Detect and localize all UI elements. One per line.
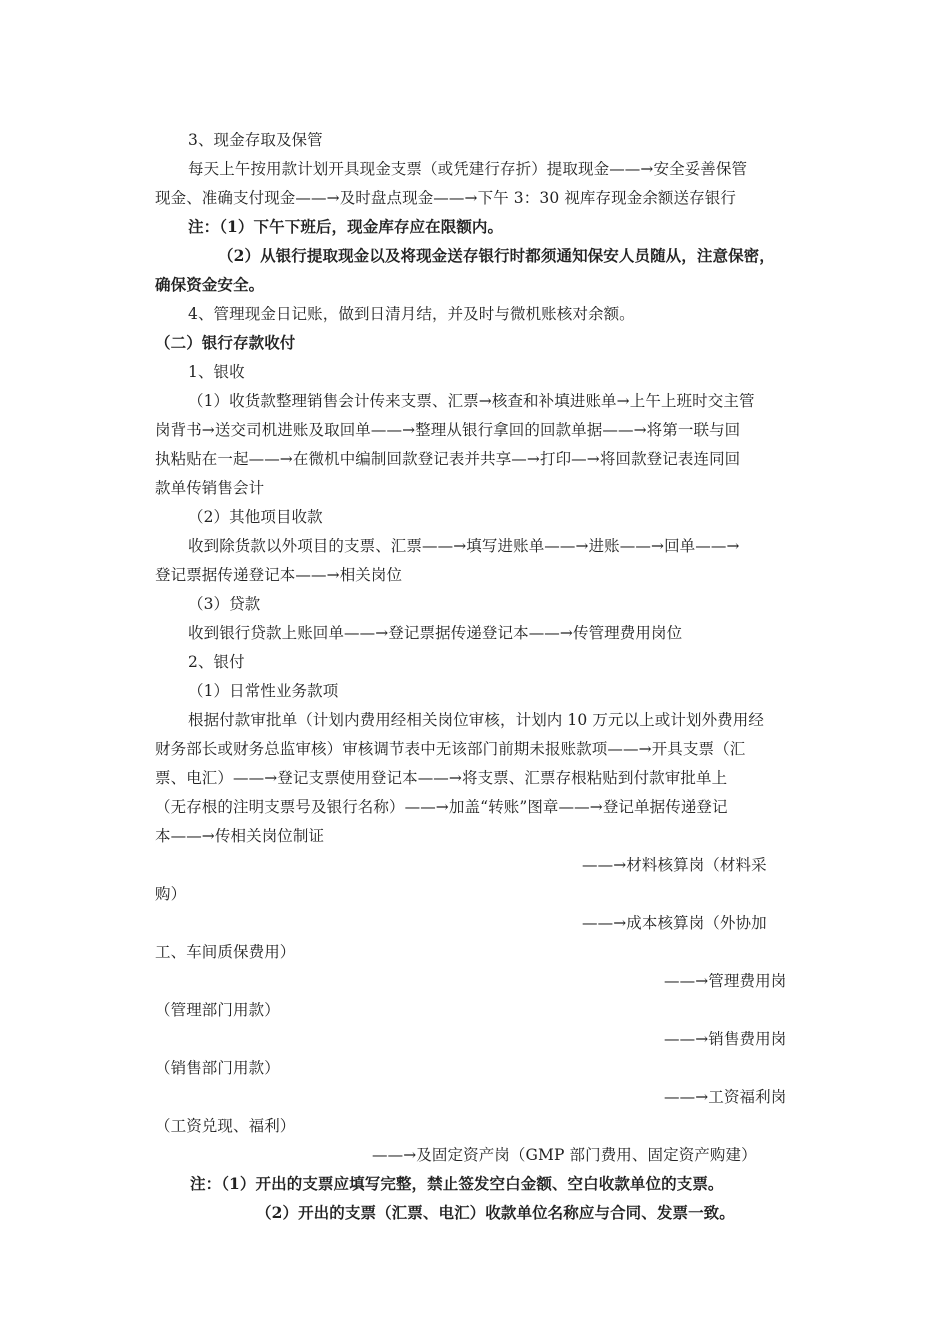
- subheading-bank-payment: 2、银付: [188, 653, 245, 671]
- paragraph-line: 岗背书→送交司机进账及取回单——→整理从银行拿回的回款单据——→将第一联与回: [155, 421, 741, 439]
- paragraph-line: 每天上午按用款计划开具现金支票（或凭建行存折）提取现金——→安全妥善保管: [188, 160, 748, 178]
- paragraph-line: （1）收货款整理销售会计传来支票、汇票→核查和补填进账单→上午上班时交主管: [188, 392, 755, 410]
- paragraph-line: 款单传销售会计: [155, 479, 265, 497]
- subheading-routine-payment: （1）日常性业务款项: [188, 682, 339, 700]
- note-line: （2）开出的支票（汇票、电汇）收款单位名称应与合同、发票一致。: [256, 1203, 735, 1222]
- paragraph-line: 4、管理现金日记账，做到日清月结，并及时与微机账核对余额。: [188, 305, 635, 323]
- routing-line: ——→及固定资产岗（GMP 部门费用、固定资产购建）: [372, 1146, 757, 1164]
- routing-line: （管理部门用款）: [155, 1001, 280, 1019]
- heading-bank-deposit: （二）银行存款收付: [155, 333, 296, 352]
- routing-line: ——→材料核算岗（材料采: [582, 856, 767, 874]
- routing-line: 购）: [155, 885, 187, 903]
- note-line: 注：（1）下午下班后，现金库存应在限额内。: [188, 217, 504, 236]
- paragraph-line: 票、电汇）——→登记支票使用登记本——→将支票、汇票存根粘贴到付款审批单上: [155, 769, 728, 787]
- paragraph-line: 根据付款审批单（计划内费用经相关岗位审核，计划内 10 万元以上或计划外费用经: [188, 711, 764, 729]
- routing-line: （销售部门用款）: [155, 1059, 280, 1077]
- routing-line: ——→工资福利岗: [664, 1088, 787, 1106]
- subheading-bank-receipt: 1、银收: [188, 363, 245, 381]
- subheading-loan: （3）贷款: [188, 595, 261, 613]
- note-line: 确保资金安全。: [155, 275, 265, 294]
- paragraph-line: 财务部长或财务总监审核）审核调节表中无该部门前期未报账款项——→开具支票（汇: [155, 740, 746, 758]
- routing-line: 工、车间质保费用）: [155, 943, 296, 961]
- paragraph-line: 登记票据传递登记本——→相关岗位: [155, 566, 403, 584]
- note-line: 注：（1）开出的支票应填写完整，禁止签发空白金额、空白收款单位的支票。: [190, 1174, 724, 1193]
- paragraph-line: 收到除货款以外项目的支票、汇票——→填写进账单——→进账——→回单——→: [188, 537, 740, 555]
- routing-line: ——→管理费用岗: [664, 972, 787, 990]
- paragraph-line: 执粘贴在一起——→在微机中编制回款登记表并共享—→打印—→将回款登记表连同回: [155, 450, 741, 468]
- paragraph-line: 本——→传相关岗位制证: [155, 827, 325, 845]
- paragraph-line: （无存根的注明支票号及银行名称）——→加盖“转账”图章——→登记单据传递登记: [155, 798, 728, 816]
- routing-line: ——→成本核算岗（外协加: [582, 914, 767, 932]
- routing-line: ——→销售费用岗: [664, 1030, 787, 1048]
- paragraph-line: 收到银行贷款上账回单——→登记票据传递登记本——→传管理费用岗位: [188, 624, 683, 642]
- subheading-other-receipt: （2）其他项目收款: [188, 508, 323, 526]
- paragraph-line: 现金、准确支付现金——→及时盘点现金——→下午 3：30 视库存现金余额送存银行: [155, 189, 736, 207]
- heading-cash-deposit-storage: 3、现金存取及保管: [188, 131, 323, 149]
- routing-line: （工资兑现、福利）: [155, 1117, 296, 1135]
- note-line: （2）从银行提取现金以及将现金送存银行时都须通知保安人员随从，注意保密，: [218, 246, 775, 265]
